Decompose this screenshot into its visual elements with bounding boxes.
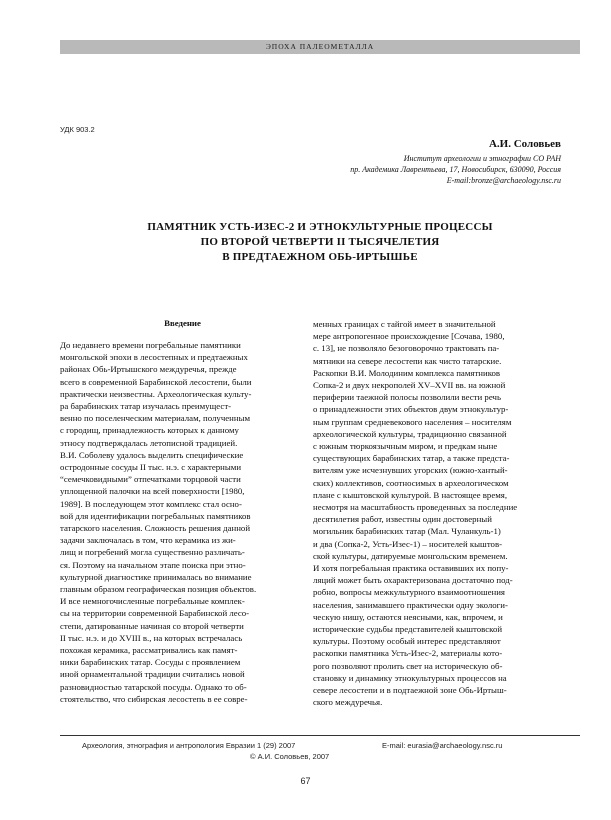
author-block (261, 138, 561, 186)
text-line: остродонные сосуды II тыс. н.э. с характерными (60, 462, 242, 473)
text-line: с. 13], не позволяло безоговорочно трактовать па- (313, 343, 500, 354)
text-line: могильник барабинских татар (Мал. Чуланкуль-1) (313, 526, 501, 537)
author-affiliation: Институт археологии и этнографии СО РАН (403, 154, 561, 163)
text-line: монгольской эпохи в лесостепных и предтаежных (60, 352, 248, 363)
udk-code: УДК 903.2 (60, 125, 95, 134)
text-line: Сопка-2 и двух некрополей XV–XVII вв. на южной (313, 380, 506, 391)
text-line: и два (Сопка-2, Усть-Изес-1) – носителей кыштов- (313, 538, 503, 549)
body-paragraph (60, 339, 305, 705)
text-line: мере антропогенное происхождение [Сочава, 1980, (313, 331, 505, 342)
text-line: иной орнаментальной традиции считались новой (60, 669, 245, 680)
text-line: похожая керамика, рассматривались как памят- (60, 645, 238, 656)
text-line: ского междуречья. (313, 697, 383, 708)
text-line: этносу подтверждалась летописной традицией. (60, 437, 238, 448)
text-line: археологической культуры, традиционно связанной (313, 428, 507, 439)
text-line: 1989]. В последующем этот комплекс стал осно- (60, 498, 242, 509)
title-line: ПАМЯТНИК УСТЬ-ИЗЕС-2 И ЭТНОКУЛЬТУРНЫЕ ПРОЦЕССЫ (147, 221, 493, 233)
journal-citation: Археология, этнография и антропология Евразии 1 (29) 2007 (82, 741, 296, 750)
text-line: населения, занимавшего практически одну экологи- (313, 599, 508, 610)
text-line: мятники на севере лесостепи как чисто татарские. (313, 355, 502, 366)
text-line: татарского населения. Сложность решения данной (60, 523, 251, 534)
article-title (60, 220, 580, 265)
text-line: менных границах с тайгой имеет в значительной (313, 319, 496, 329)
text-line: практически неизвестны. Археологическая культу- (60, 388, 252, 399)
text-line: венно по поселенческим материалам, полученным (60, 413, 251, 424)
footer-rule (60, 735, 580, 736)
text-line: И все немногочисленные погребальные комплек- (60, 596, 245, 607)
text-line: сы на территории современной Барабинской лесо- (60, 608, 250, 619)
text-line: с южным тюркоязычным миром, и предкам ныне (313, 441, 498, 452)
text-line: ской культуры, датируемые монгольским временем. (313, 550, 508, 561)
text-line: ра барабинских татар изучалась преимущест- (60, 401, 232, 412)
text-line: разновидностью татарской посуды. Однако то об- (60, 681, 247, 692)
right-column (313, 318, 558, 709)
text-line: районах Обь-Иртышского междуречья, прежде (60, 364, 237, 375)
text-line: периферии таежной полосы позволили вести речь (313, 392, 501, 403)
author-email[interactable]: E-mail:bronze@archaeology.nsc.ru (446, 176, 561, 185)
text-line: севере лесостепи и в подтаежной зоне Обь-Иртыш- (313, 685, 507, 696)
author-name: А.И. Соловьев (488, 138, 561, 150)
text-line: становку и динамику этнокультурных процессов на (313, 672, 507, 683)
text-line: культурной диагностике принималась во внимание (60, 571, 252, 582)
text-line: главным образом географическая позиция объектов. (60, 584, 257, 595)
text-line: рого позволяют пролить свет на историческую об- (313, 660, 503, 671)
text-line: ным группам средневекового населения – носителям (313, 416, 512, 427)
text-line: И хотя погребальная практика оставивших их попу- (313, 563, 509, 574)
text-line: культуры. Поэтому особый интерес представляют (313, 636, 501, 647)
text-line: всего в современной Барабинской лесостепи, были (60, 376, 252, 387)
page-number: 67 (300, 776, 311, 786)
text-line: робно, вопросы межкультурного взаимоотношения (313, 587, 505, 598)
text-line: ники барабинских татар. Сосуды с проявлением (60, 657, 241, 668)
text-line: стоятельство, что сибирская лесостепь в ее совре- (60, 693, 248, 704)
text-line: несмотря на масштабность проведенных за последние (313, 502, 518, 513)
text-line: десятилетия работ, известны один достоверный (313, 514, 492, 525)
text-line: Раскопки В.И. Молодиним комплекса памятников (313, 367, 501, 378)
text-line: ляций может быть охарактеризована достаточно под- (313, 575, 513, 586)
text-line: плане с кыштовской культурой. В настоящее время, (313, 489, 508, 500)
journal-email[interactable]: E-mail: eurasia@archaeology.nsc.ru (382, 741, 503, 750)
text-line: существующих барабинских татар, а также предста- (313, 453, 510, 464)
text-line: “семечковидными” отпечатками торцовой части (60, 474, 241, 485)
text-line: уплощенной палочки на всей поверхности [1980, (60, 486, 245, 497)
text-line: II тыс. н.э. и до XVIII в., на которых встречалась (60, 632, 243, 643)
text-line: вителям уже исчезнувших угорских (южно-хантый- (313, 465, 508, 476)
title-line: ПО ВТОРОЙ ЧЕТВЕРТИ II ТЫСЯЧЕЛЕТИЯ (200, 236, 440, 248)
text-line: о принадлежности этих объектов двум этнокультур- (313, 404, 509, 415)
section-heading-introduction: Введение (164, 318, 201, 328)
body-paragraph (313, 318, 558, 709)
left-column (60, 312, 305, 705)
text-line: ских) коллективов, соотносимых в археологическом (313, 477, 509, 488)
text-line: степи, датированные начиная со второй четверти (60, 620, 244, 631)
text-line: В.И. Соболеву удалось выделить специфические (60, 449, 244, 460)
text-line: лищ и погребений могла существенно различать- (60, 547, 245, 558)
text-line: ческую нишу, остаются неясными, как, впрочем, и (313, 611, 503, 622)
text-line: задачи заключалась в том, что керамика из жи- (60, 535, 236, 546)
author-address: пр. Академика Лаврентьева, 17, Новосибирск, 630090, Россия (350, 165, 561, 174)
text-line: До недавнего времени погребальные памятники (60, 340, 241, 350)
section-header-band: ЭПОХА ПАЛЕОМЕТАЛЛА (60, 40, 580, 54)
copyright-notice: © А.И. Соловьев, 2007 (250, 752, 330, 761)
text-line: исторические судьбы представителей кыштовской (313, 624, 503, 635)
title-line: В ПРЕДТАЕЖНОМ ОБЬ-ИРТЫШЬЕ (222, 251, 418, 263)
text-line: с городищ, принадлежность которых к данному (60, 425, 239, 436)
text-line: вой для идентификации погребальных памятников (60, 510, 251, 521)
text-line: ся. Поэтому на начальном этапе поиска при этно- (60, 559, 246, 570)
text-line: раскопки памятника Усть-Изес-2, материалы кото- (313, 648, 503, 659)
